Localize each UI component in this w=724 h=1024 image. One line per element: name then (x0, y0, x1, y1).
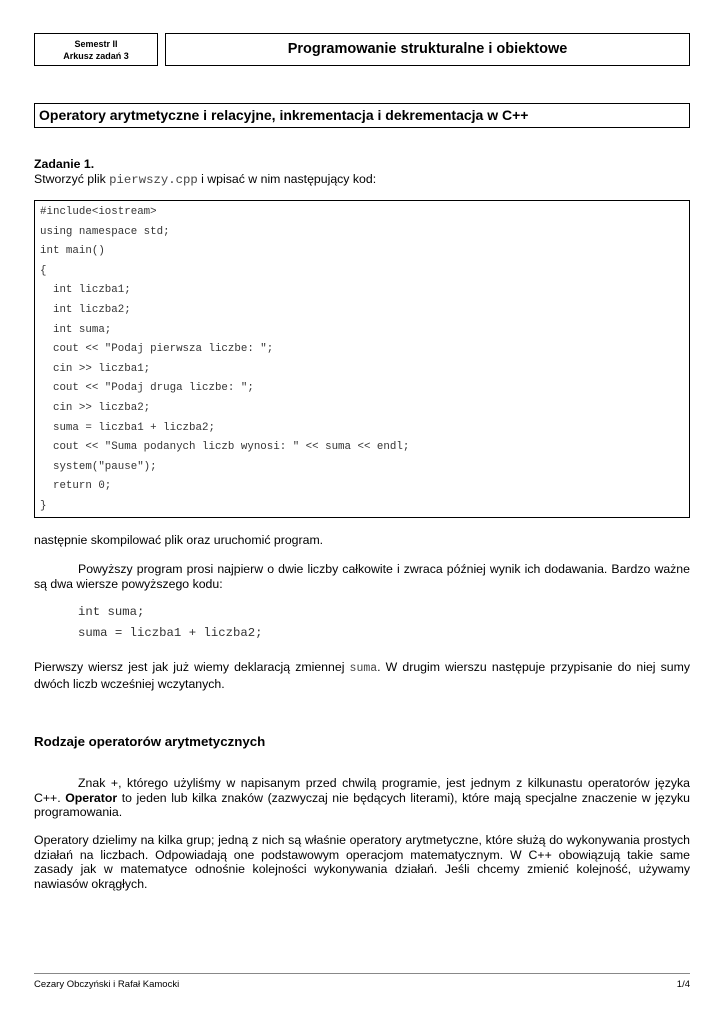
task-intro (34, 172, 376, 188)
task-intro-after: i wpisać w nim następujący kod: (197, 172, 377, 186)
code-line: int liczba1; (40, 284, 131, 297)
task-heading: Zadanie 1. (34, 157, 95, 171)
code-line: int suma; (40, 323, 112, 336)
after-code-text: następnie skompilować plik oraz uruchomić program. (34, 533, 324, 547)
footer-page-number: 1/4 (676, 979, 690, 990)
paragraph-2-before: Pierwszy wiersz jest jak już wiemy deklaracją zmiennej (34, 660, 350, 674)
snippet-line-2: suma = liczba1 + liczba2; (78, 626, 263, 640)
subheading: Rodzaje operatorów arytmetycznych (34, 734, 266, 749)
code-line: cout << "Suma podanych liczb wynosi: " << suma << endl; (40, 441, 410, 454)
code-line: cout << "Podaj pierwsza liczbe: "; (40, 343, 274, 356)
code-line: int liczba2; (40, 304, 131, 316)
snippet-line-1: int suma; (78, 605, 145, 619)
task-filename: pierwszy.cpp (109, 173, 198, 187)
semester-label: Semestr II (74, 39, 118, 49)
footer-divider (34, 973, 690, 974)
task-intro-before: Stworzyć plik (34, 172, 110, 186)
footer-authors: Cezary Obczyński i Rafał Kamocki (34, 979, 180, 990)
paragraph-3-line1: Znak +, którego użyliśmy w napisanym przed chwilą programie, jest jednym z kilkunastu operatorów języka C++. (34, 776, 690, 805)
code-line: return 0; (40, 480, 112, 493)
code-line: cin >> liczba2; (40, 402, 151, 414)
paragraph-2 (34, 660, 690, 691)
code-line: { (40, 264, 47, 277)
code-line: #include<iostream> (40, 206, 157, 218)
paragraph-2-after: . W drugim wierszu następuje przypisanie do niej sumy dwóch liczb wcześniej wczytanych. (34, 660, 690, 691)
paragraph-3-rest: to jeden lub kilka znaków (zazwyczaj nie będących literami), które mają specjalne znaczenie w języku programowania. (34, 790, 690, 819)
code-line: cin >> liczba1; (40, 362, 151, 375)
sheet-label: Arkusz zadań 3 (63, 51, 129, 61)
variable-suma: suma (349, 662, 378, 675)
paragraph-3 (34, 776, 690, 820)
code-line: cout << "Podaj druga liczbe: "; (40, 382, 254, 395)
course-title: Programowanie strukturalne i obiektowe (165, 33, 690, 66)
code-line: suma = liczba1 + liczba2; (40, 421, 215, 434)
code-line: using namespace std; (40, 225, 170, 238)
code-line: } (40, 500, 47, 512)
paragraph-4: Operatory dzielimy na kilka grup; jedną z nich są właśnie operatory arytmetyczne, które służą do wykonywania prostych działań na liczbach. Odpowiadają one podstawowym operacjom matematycznym. W C++ obowiązują takie same zasady jak w matematyce odnośnie kolejności wykonywania działań. Jeśli chcemy zmienić kolejność, używamy nawiasów okrągłych. (34, 833, 690, 891)
semester-box (34, 33, 158, 66)
code-block (34, 200, 690, 518)
operator-term: Operator (65, 790, 118, 805)
code-line: system("pause"); (40, 460, 157, 473)
paragraph-1: Powyższy program prosi najpierw o dwie liczby całkowite i zwraca później wynik ich dodawania. Bardzo ważne są dwa wiersze powyższego kodu: (34, 562, 690, 591)
section-title: Operatory arytmetyczne i relacyjne, inkrementacja i dekrementacja w C++ (34, 103, 690, 128)
code-line: int main() (40, 245, 105, 258)
